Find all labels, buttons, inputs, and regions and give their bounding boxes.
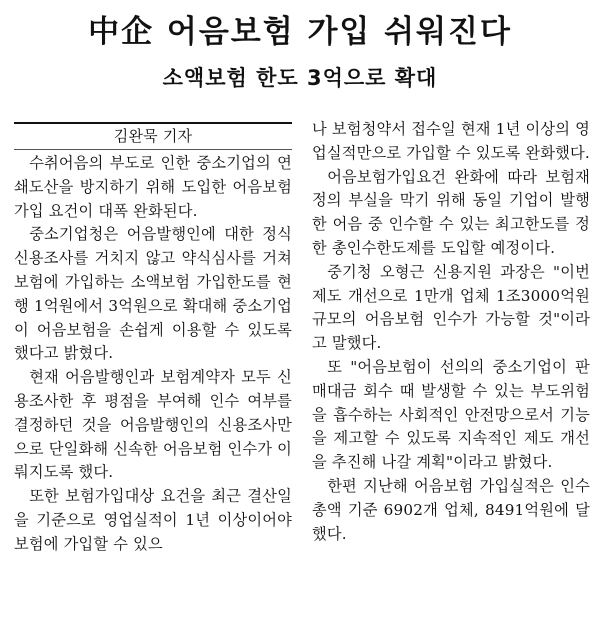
paragraph: 현재 어음발행인과 보험계약자 모두 신용조사한 후 평점을 부여해 인수 여부를 결정하던 것을 어음발행인의 신용조사만으로 단일화해 신속한 어음보험 인수가 이뤄지도록 했다. [14, 368, 292, 482]
paragraph: 중소기업청은 어음발행인에 대한 정식 신용조사를 거치지 않고 약식심사를 거쳐 보험에 가입하는 소액보험 가입한도를 현행 1억원에서 3억원으로 확대해 중소기업이 어음보험을 손쉽게 이용할 수 있도록 했다고 밝혔다. [14, 225, 292, 363]
headline: 中企 어음보험 가입 쉬워진다 [88, 14, 512, 50]
paragraph: 수취어음의 부도로 인한 중소기업의 연쇄도산을 방지하기 위해 도입한 어음보험 가입 요건이 대폭 완화된다. [14, 154, 292, 220]
subheadline: 소액보험 한도 3억으로 확대 [162, 66, 438, 90]
paragraph: 중기청 오형근 신용지원 과장은 "이번 제도 개선으로 1만개 업체 1조3000억원 규모의 어음보험 인수가 가능할 것"이라고 말했다. [312, 262, 590, 353]
byline-box [14, 122, 292, 152]
paragraph: 또한 보험가입대상 요건을 최근 결산일을 기준으로 영업실적이 1년 이상이어야 보험에 가입할 수 있으 [14, 487, 292, 553]
paragraph: 또 "어음보험이 선의의 중소기업이 판매대금 회수 때 발생할 수 있는 부도위험을 흡수하는 사회적인 안전망으로서 기능을 제고할 수 있도록 지속적인 제도 개선을 추진해 나갈 계획"이라고 밝혔다. [312, 357, 590, 472]
paragraph: 어음보험가입요건 완화에 따라 보험재정의 부실을 막기 위해 동일 기업이 발행한 어음 중 인수할 수 있는 최고한도를 정한 총인수한도제를 도입할 예정이다. [312, 167, 590, 257]
paragraph: 한편 지난해 어음보험 가입실적은 인수총액 기준 6902개 업체, 8491억원에 달했다. [312, 476, 590, 543]
paragraph-continued: 나 보험청약서 접수일 현재 1년 이상의 영업실적만으로 가입할 수 있도록 완화했다. [312, 120, 590, 162]
right-column [312, 118, 590, 546]
byline-bottom-rule [14, 149, 292, 150]
byline-top-rule [14, 122, 292, 124]
left-column [14, 122, 292, 557]
byline: 김완묵 기자 [113, 127, 193, 145]
